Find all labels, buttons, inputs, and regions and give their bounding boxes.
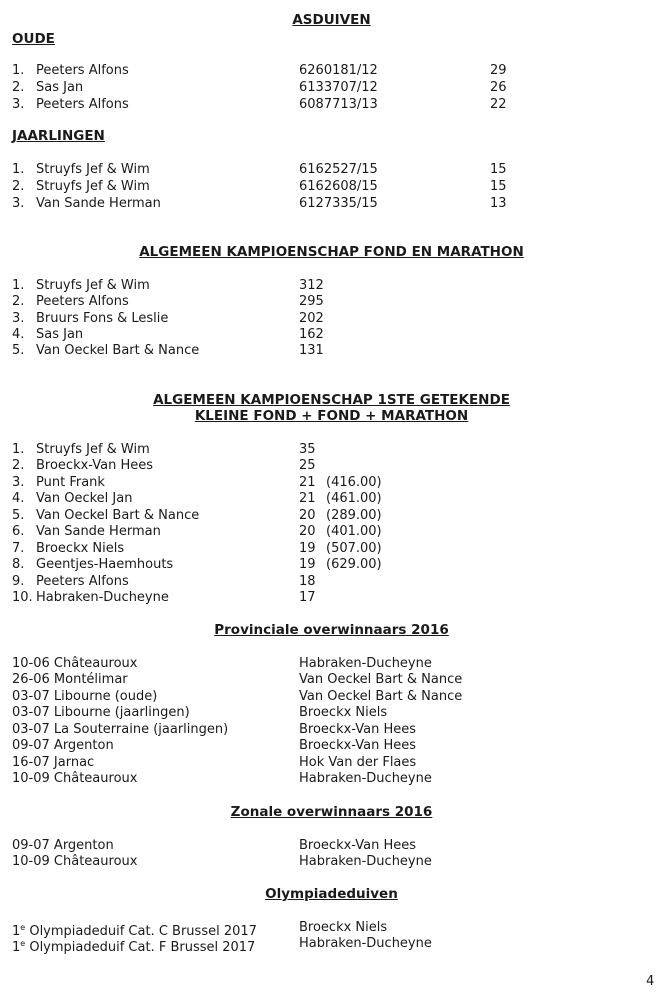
name: Struyfs Jef & Wim [36, 162, 150, 177]
ring-number: 6162527/15 [299, 162, 378, 177]
table-row [0, 770, 663, 787]
ring-number: 6127335/15 [299, 196, 378, 211]
zonale-title: Zonale overwinnaars 2016 [230, 804, 433, 820]
kampioenschap-getekende-title: ALGEMEEN KAMPIOENSCHAP 1STE GETEKENDE [153, 392, 510, 408]
rank: 5. [12, 343, 25, 358]
winner: Habraken-Ducheyne [299, 854, 432, 869]
rank: 1. [12, 162, 25, 177]
rank: 5. [12, 508, 25, 523]
date: 10-09 [12, 771, 50, 786]
rank: 1. [12, 278, 25, 293]
date: 26-06 [12, 672, 50, 687]
race: Montélimar [53, 672, 128, 687]
table-row [0, 837, 663, 854]
table-row [0, 277, 663, 294]
score: 21 [299, 475, 316, 490]
rank: 3. [12, 311, 25, 326]
ring-number: 6260181/12 [299, 63, 378, 78]
winner: Broeckx Niels [299, 705, 388, 720]
score: 21 [299, 491, 316, 506]
place: 1 [12, 940, 21, 955]
table-row [0, 919, 663, 939]
score: 13 [490, 196, 507, 211]
name: Peeters Alfons [36, 294, 129, 309]
race: Libourne (jaarlingen) [53, 705, 190, 720]
table-row [0, 853, 663, 870]
winner: Broeckx-Van Hees [299, 738, 416, 753]
tiebreak: (461.00) [326, 491, 382, 506]
name: Peeters Alfons [36, 574, 129, 589]
asduiven-title: ASDUIVEN [292, 12, 371, 28]
kampioenschap-getekende-subtitle: KLEINE FOND + FOND + MARATHON [194, 408, 469, 424]
table-row [0, 293, 663, 310]
table-row [0, 589, 663, 606]
winner: Habraken-Ducheyne [299, 771, 432, 786]
ring-number: 6162608/15 [299, 179, 378, 194]
oude-heading: OUDE [12, 31, 55, 47]
winner: Broeckx Niels [299, 920, 388, 935]
table-row [0, 704, 663, 721]
score: 29 [490, 63, 507, 78]
table-row [0, 161, 663, 178]
table-row [0, 490, 663, 507]
winner: Habraken-Ducheyne [299, 656, 432, 671]
race: Châteauroux [53, 854, 138, 869]
score: 18 [299, 574, 316, 589]
race: La Souterraine (jaarlingen) [53, 722, 229, 737]
name: Van Sande Herman [36, 196, 161, 211]
name: Bruurs Fons & Leslie [36, 311, 169, 326]
table-row [0, 655, 663, 672]
winner: Hok Van der Flaes [299, 755, 417, 770]
race: Argenton [53, 838, 114, 853]
category: Olympiadeduif Cat. C Brussel 2017 [25, 924, 257, 939]
rank: 2. [12, 179, 25, 194]
rank: 7. [12, 541, 25, 556]
name: Van Oeckel Bart & Nance [36, 508, 200, 523]
score: 15 [490, 179, 507, 194]
name: Van Sande Herman [36, 524, 161, 539]
category: Olympiadeduif Cat. F Brussel 2017 [25, 940, 256, 955]
date: 10-09 [12, 854, 50, 869]
score: 20 [299, 524, 316, 539]
score: 202 [299, 311, 324, 326]
tiebreak: (507.00) [326, 541, 382, 556]
ring-number: 6087713/13 [299, 97, 378, 112]
winner: Habraken-Ducheyne [299, 936, 432, 951]
score: 295 [299, 294, 324, 309]
table-row [0, 457, 663, 474]
table-row [0, 474, 663, 491]
score: 15 [490, 162, 507, 177]
rank: 2. [12, 294, 25, 309]
name: Peeters Alfons [36, 97, 129, 112]
race: Argenton [53, 738, 114, 753]
table-row [0, 573, 663, 590]
date: 03-07 [12, 689, 50, 704]
table-row [0, 721, 663, 738]
score: 162 [299, 327, 324, 342]
table-row [0, 342, 663, 359]
date: 03-07 [12, 705, 50, 720]
place: 1 [12, 924, 21, 939]
name: Struyfs Jef & Wim [36, 278, 150, 293]
table-row [0, 688, 663, 705]
table-row [0, 326, 663, 343]
date: 16-07 [12, 755, 50, 770]
score: 19 [299, 557, 316, 572]
table-row [0, 556, 663, 573]
provinciale-title: Provinciale overwinnaars 2016 [214, 622, 449, 638]
race: Châteauroux [53, 771, 138, 786]
name: Punt Frank [36, 475, 105, 490]
page-number: 4 [646, 974, 655, 989]
name: Sas Jan [36, 327, 84, 342]
score: 19 [299, 541, 316, 556]
race: Libourne (oude) [53, 689, 158, 704]
table-row [0, 310, 663, 327]
name: Broeckx Niels [36, 541, 125, 556]
tiebreak: (416.00) [326, 475, 382, 490]
rank: 3. [12, 97, 25, 112]
rank: 1. [12, 442, 25, 457]
name: Broeckx-Van Hees [36, 458, 153, 473]
table-row [0, 523, 663, 540]
table-row [0, 671, 663, 688]
rank: 3. [12, 475, 25, 490]
table-row [0, 754, 663, 771]
name: Sas Jan [36, 80, 84, 95]
table-row [0, 62, 663, 79]
score: 312 [299, 278, 324, 293]
date: 10-06 [12, 656, 50, 671]
table-row [0, 96, 663, 113]
rank: 6. [12, 524, 25, 539]
place-suffix: e [20, 939, 26, 948]
rank: 9. [12, 574, 25, 589]
place-suffix: e [20, 923, 26, 932]
name: Habraken-Ducheyne [36, 590, 169, 605]
winner: Broeckx-Van Hees [299, 722, 416, 737]
table-row [0, 178, 663, 195]
rank: 2. [12, 458, 25, 473]
rank: 2. [12, 80, 25, 95]
race: Jarnac [53, 755, 95, 770]
name: Van Oeckel Bart & Nance [36, 343, 200, 358]
race: Châteauroux [53, 656, 138, 671]
rank: 4. [12, 327, 25, 342]
score: 25 [299, 458, 316, 473]
score: 17 [299, 590, 316, 605]
score: 22 [490, 97, 507, 112]
ring-number: 6133707/12 [299, 80, 378, 95]
date: 03-07 [12, 722, 50, 737]
rank: 1. [12, 63, 25, 78]
jaarlingen-heading: JAARLINGEN [12, 128, 105, 144]
olympiade-title: Olympiadeduiven [265, 886, 398, 902]
score: 35 [299, 442, 316, 457]
kampioenschap-fond-title: ALGEMEEN KAMPIOENSCHAP FOND EN MARATHON [139, 244, 524, 260]
score: 20 [299, 508, 316, 523]
score: 26 [490, 80, 507, 95]
name: Struyfs Jef & Wim [36, 442, 150, 457]
winner: Van Oeckel Bart & Nance [299, 672, 463, 687]
table-row [0, 507, 663, 524]
tiebreak: (289.00) [326, 508, 382, 523]
name: Struyfs Jef & Wim [36, 179, 150, 194]
table-row [0, 737, 663, 754]
table-row [0, 441, 663, 458]
rank: 8. [12, 557, 25, 572]
score: 131 [299, 343, 324, 358]
rank: 4. [12, 491, 25, 506]
winner: Broeckx-Van Hees [299, 838, 416, 853]
date: 09-07 [12, 738, 50, 753]
table-row [0, 540, 663, 557]
rank: 10. [12, 590, 33, 605]
table-row [0, 935, 663, 955]
name: Van Oeckel Jan [36, 491, 133, 506]
date: 09-07 [12, 838, 50, 853]
table-row [0, 195, 663, 212]
rank: 3. [12, 196, 25, 211]
tiebreak: (629.00) [326, 557, 382, 572]
tiebreak: (401.00) [326, 524, 382, 539]
name: Geentjes-Haemhouts [36, 557, 174, 572]
table-row [0, 79, 663, 96]
winner: Van Oeckel Bart & Nance [299, 689, 463, 704]
name: Peeters Alfons [36, 63, 129, 78]
